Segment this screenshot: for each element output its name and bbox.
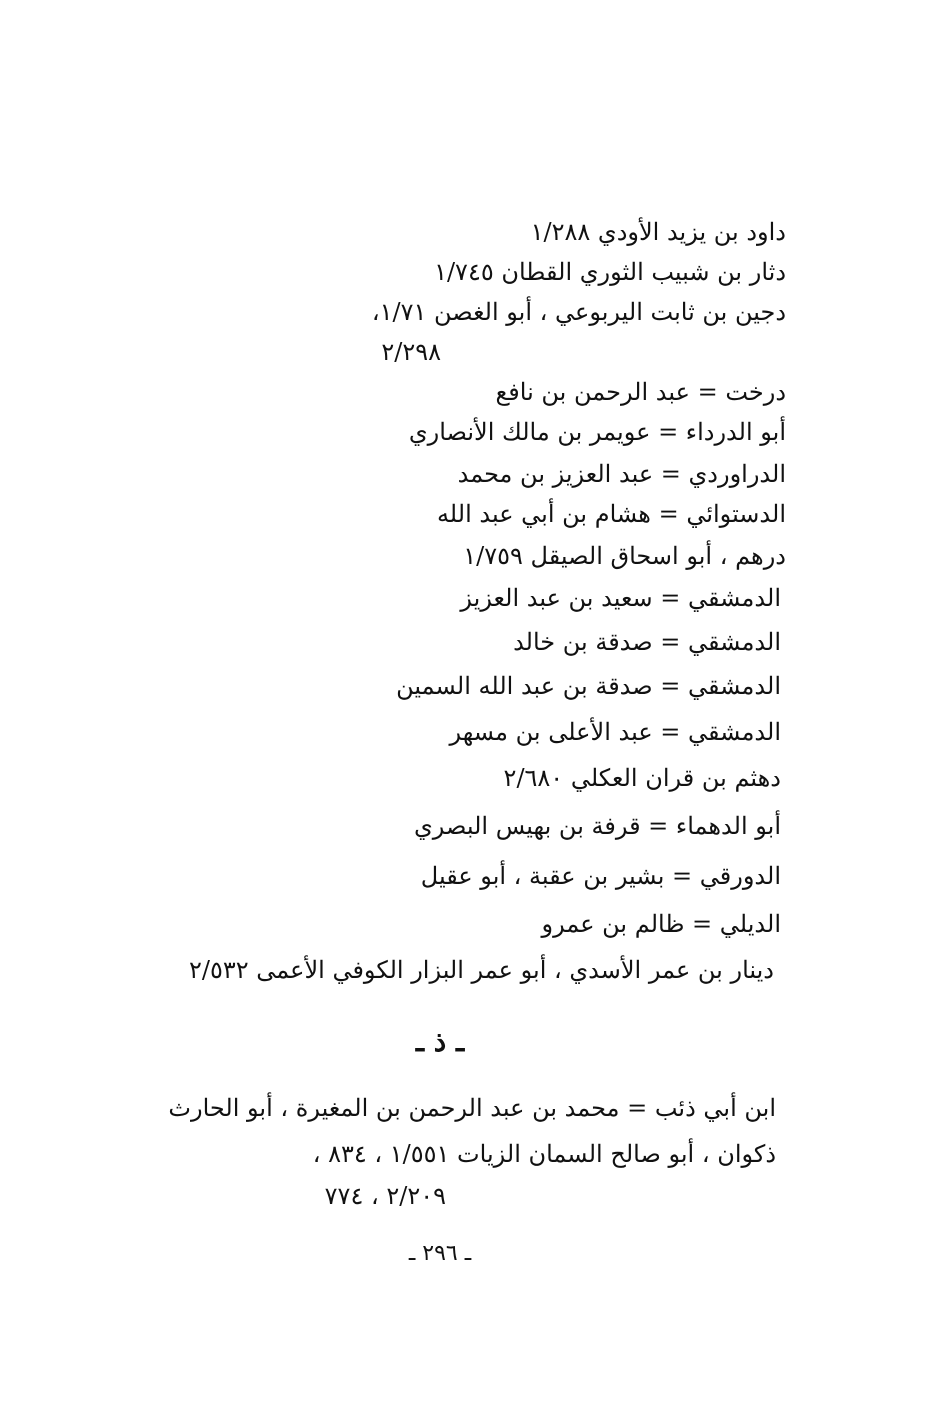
index-entry: دهثم بن قران العكلي ٢/٦٨٠ <box>503 764 781 792</box>
index-entry: الدراوردي = عبد العزيز بن محمد <box>457 460 786 488</box>
section-heading: ـ ذ ـ <box>415 1025 465 1058</box>
page-number: ـ ٢٩٦ ـ <box>408 1241 472 1266</box>
index-entry: درهم ، أبو اسحاق الصيقل ١/٧٥٩ <box>463 542 786 570</box>
index-entry: درخت = عبد الرحمن بن نافع <box>495 378 786 406</box>
index-entry: الدمشقي = صدقة بن خالد <box>513 628 781 656</box>
index-entry: دثار بن شبيب الثوري القطان ١/٧٤٥ <box>434 258 786 286</box>
index-entry: الدورقي = بشير بن عقبة ، أبو عقيل <box>420 862 781 890</box>
index-entry: الديلي = ظالم بن عمرو <box>541 910 781 938</box>
index-entry: دينار بن عمر الأسدي ، أبو عمر البزار الكوفي الأعمى ٢/٥٣٢ <box>188 956 774 984</box>
index-entry: ابن أبي ذئب = محمد بن عبد الرحمن بن المغيرة ، أبو الحارث <box>168 1094 776 1122</box>
index-entry: الدمشقي = صدقة بن عبد الله السمين <box>396 672 781 700</box>
index-entry-continuation: ٢/٢٠٩ ، ٧٧٤ <box>324 1182 446 1210</box>
index-entry: الدمشقي = عبد الأعلى بن مسهر <box>449 718 781 746</box>
index-entry: الدمشقي = سعيد بن عبد العزيز <box>460 584 781 612</box>
index-entry: دجين بن ثابت اليربوعي ، أبو الغصن ١/٧١، <box>371 298 786 326</box>
index-entry: داود بن يزيد الأودي ١/٢٨٨ <box>530 218 786 246</box>
index-entry: أبو الدهماء = قرفة بن بهيس البصري <box>414 812 781 840</box>
index-entry: الدستوائي = هشام بن أبي عبد الله <box>436 500 786 528</box>
index-entry: أبو الدرداء = عويمر بن مالك الأنصاري <box>408 418 786 446</box>
index-entry-continuation: ٢/٢٩٨ <box>381 338 441 366</box>
index-entry: ذكوان ، أبو صالح السمان الزيات ١/٥٥١ ، ٨٣٤ ، <box>312 1140 776 1168</box>
